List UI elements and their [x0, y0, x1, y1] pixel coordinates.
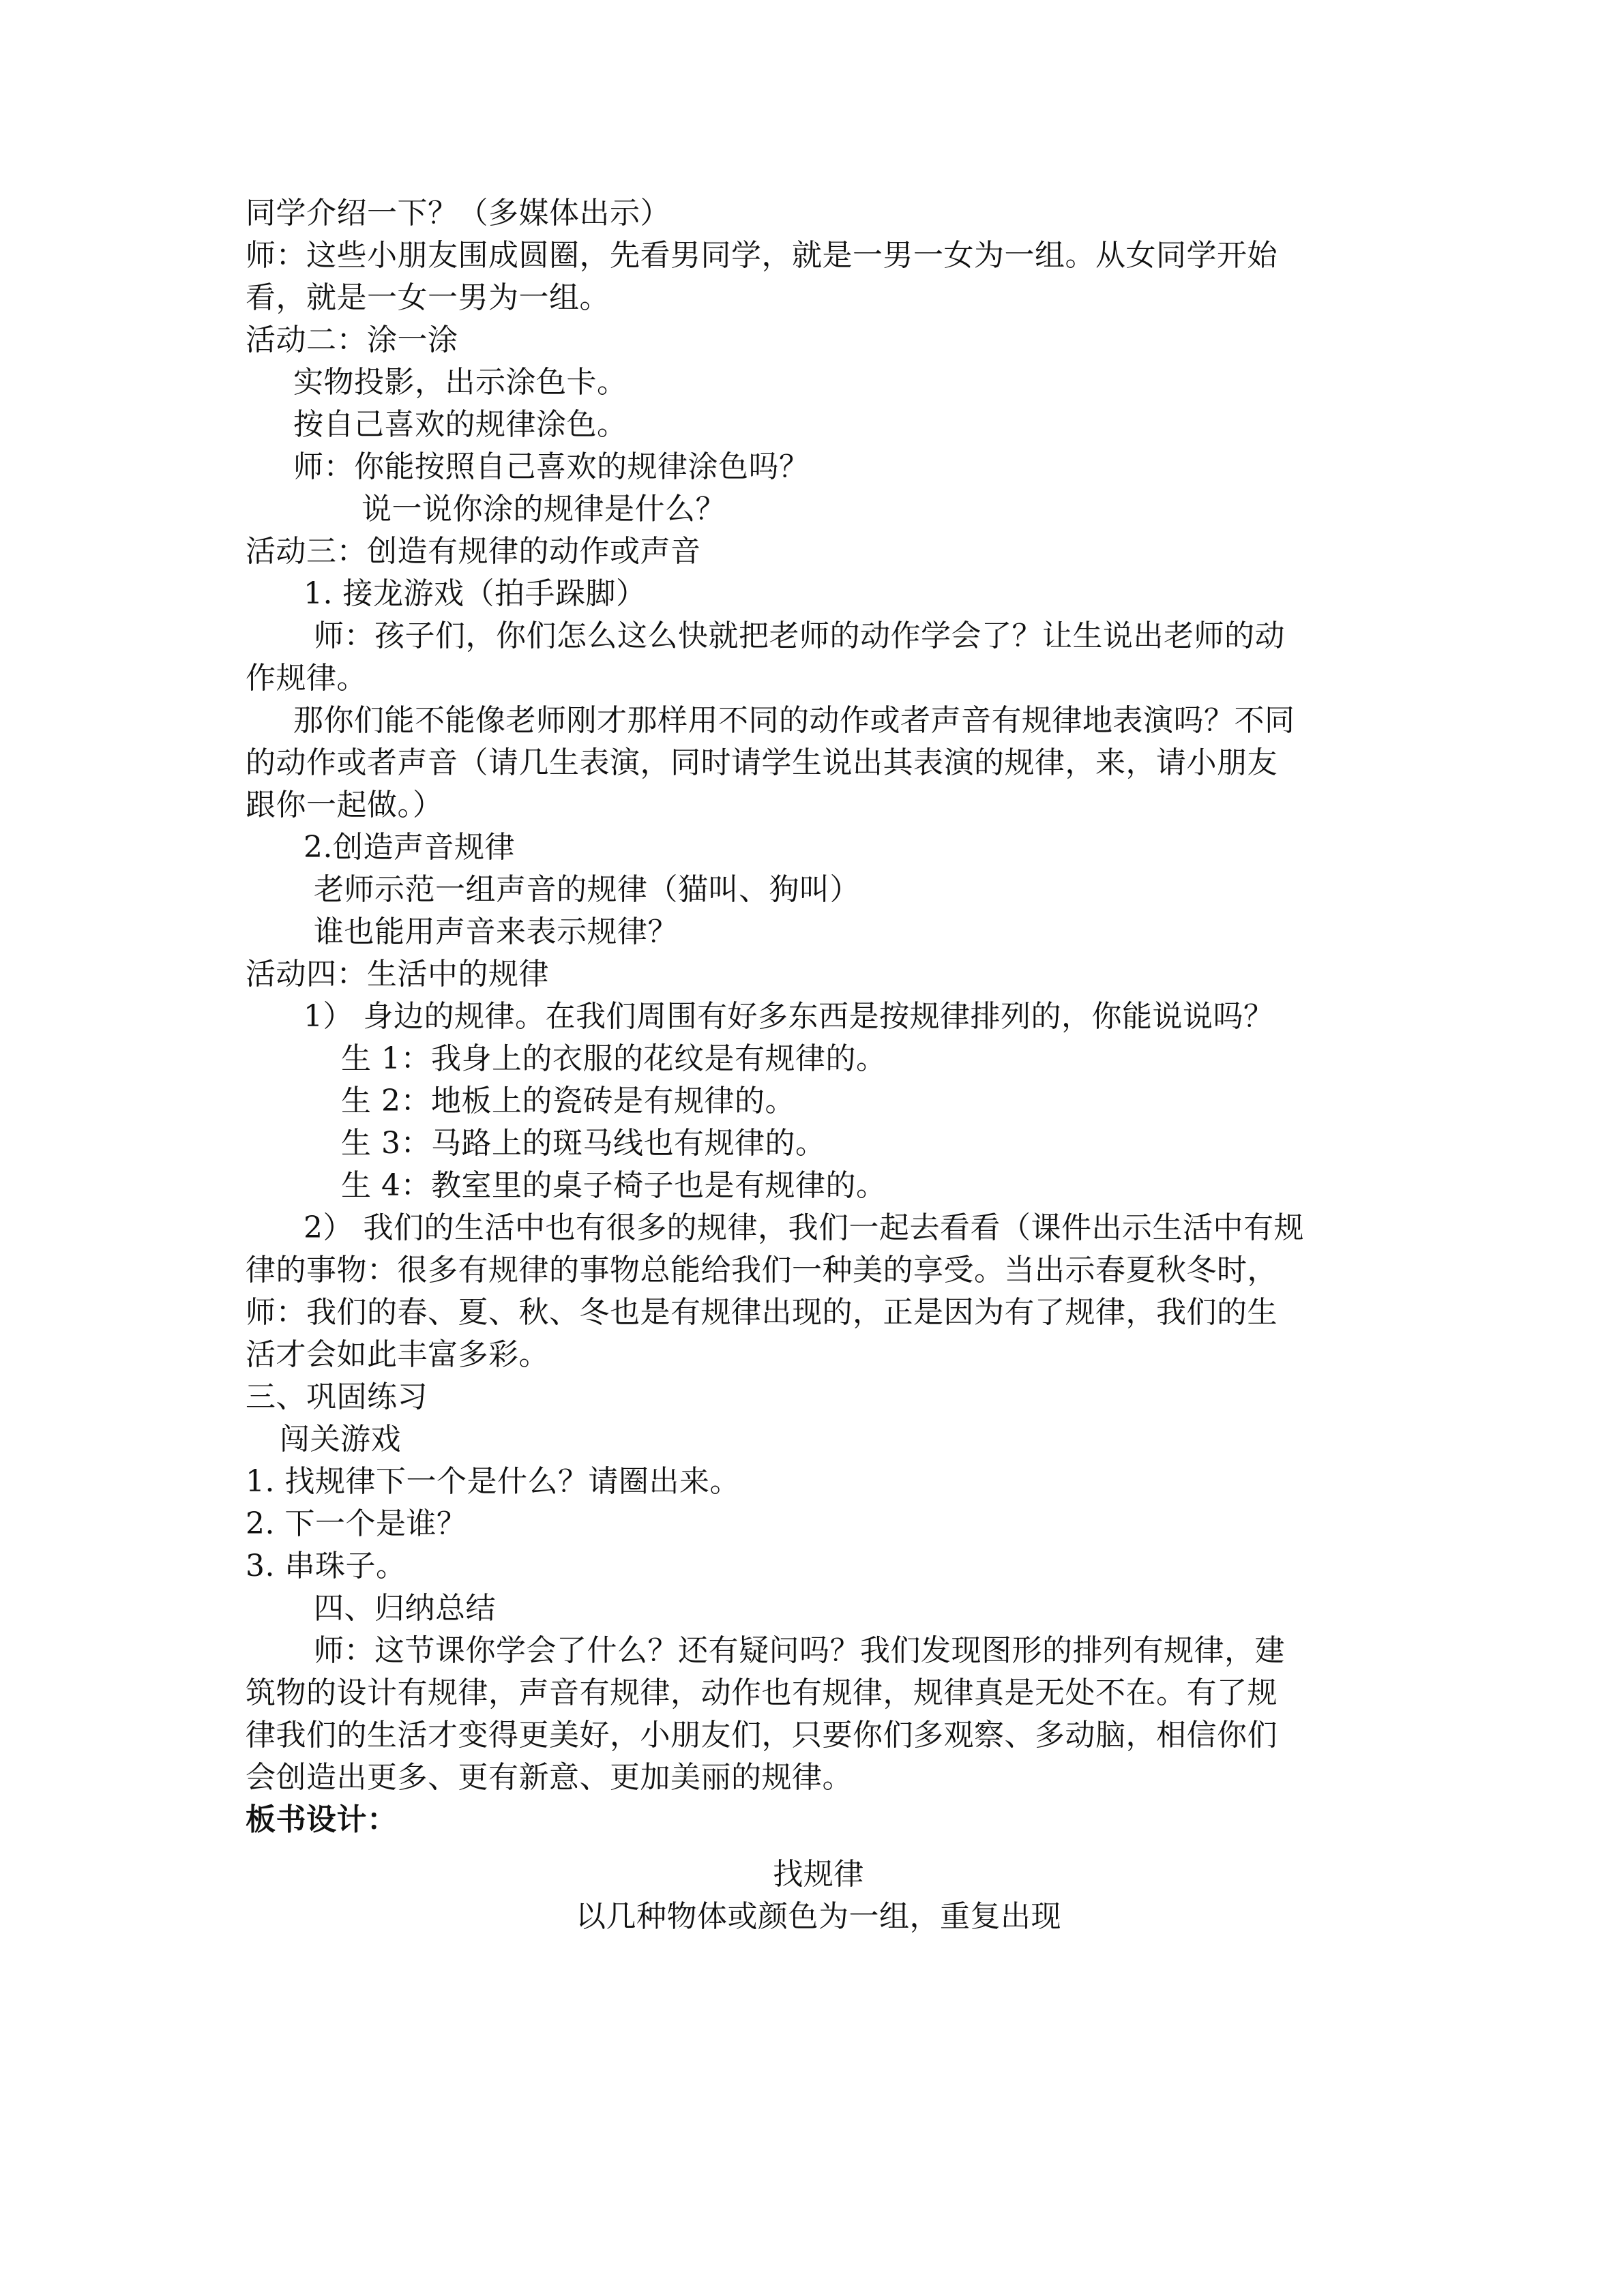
- text-line: 1） 身边的规律。在我们周围有好多东西是按规律排列的，你能说说吗？: [304, 999, 1274, 1034]
- text-line: 师：这些小朋友围成圆圈，先看男同学，就是一男一女为一组。从女同学开始: [246, 238, 1278, 273]
- text-line: 实物投影，出示涂色卡。: [293, 365, 628, 400]
- spacer: [246, 1841, 1391, 1853]
- section-heading: 活动二：涂一涂: [246, 323, 458, 357]
- text-line: 师：这节课你学会了什么？还有疑问吗？我们发现图形的排列有规律，建: [314, 1633, 1285, 1668]
- text-line: 2.创造声音规律: [304, 830, 515, 865]
- text-line: 师：孩子们，你们怎么这么快就把老师的动作学会了？让生说出老师的动: [314, 618, 1285, 653]
- section-heading: 活动三：创造有规律的动作或声音: [246, 534, 701, 569]
- section-heading: 四、归纳总结: [314, 1591, 496, 1626]
- text-line: 2） 我们的生活中也有很多的规律，我们一起去看看（课件出示生活中有规: [304, 1210, 1304, 1245]
- text-line: 筑物的设计有规律，声音有规律，动作也有规律，规律真是无处不在。有了规: [246, 1675, 1278, 1710]
- board-design-heading: 板书设计：: [246, 1802, 398, 1837]
- text-line: 师：你能按照自己喜欢的规律涂色吗？: [293, 449, 810, 484]
- text-line: 师：我们的春、夏、秋、冬也是有规律出现的，正是因为有了规律，我们的生: [246, 1295, 1278, 1330]
- list-item: 3. 串珠子。: [246, 1549, 407, 1583]
- text-line: 1. 接龙游戏（拍手跺脚）: [304, 576, 647, 611]
- text-line: 生 4：教室里的桌子椅子也是有规律的。: [341, 1168, 887, 1203]
- section-heading: 活动四：生活中的规律: [246, 957, 549, 992]
- list-item: 1. 找规律下一个是什么？请圈出来。: [246, 1464, 740, 1499]
- board-title: 找规律: [773, 1857, 864, 1892]
- text-line: 律我们的生活才变得更美好，小朋友们，只要你们多观察、多动脑，相信你们: [246, 1718, 1278, 1753]
- text-line: 律的事物：很多有规律的事物总能给我们一种美的享受。当出示春夏秋冬时，: [246, 1253, 1278, 1287]
- text-line: 的动作或者声音（请几生表演，同时请学生说出其表演的规律，来，请小朋友: [246, 745, 1278, 780]
- text-line: 生 1：我身上的衣服的花纹是有规律的。: [341, 1041, 887, 1076]
- text-line: 跟你一起做。）: [246, 788, 443, 822]
- text-line: 那你们能不能像老师刚才那样用不同的动作或者声音有规律地表演吗？不同: [293, 703, 1295, 738]
- text-line: 会创造出更多、更有新意、更加美丽的规律。: [246, 1760, 853, 1795]
- text-line: 说一说你涂的规律是什么？: [361, 492, 726, 526]
- text-line: 生 3：马路上的斑马线也有规律的。: [341, 1126, 826, 1161]
- board-subtitle: 以几种物体或颜色为一组，重复出现: [576, 1899, 1061, 1934]
- text-line: 看，就是一女一男为一组。: [246, 280, 610, 315]
- text-line: 按自己喜欢的规律涂色。: [293, 407, 628, 442]
- document-page: [246, 192, 1391, 1938]
- text-line: 谁也能用声音来表示规律？: [314, 914, 678, 949]
- text-line: 老师示范一组声音的规律（猫叫、狗叫）: [314, 872, 860, 907]
- list-item: 2. 下一个是谁？: [246, 1506, 467, 1541]
- text-line: 同学介绍一下？（多媒体出示）: [246, 196, 670, 230]
- text-line: 活才会如此丰富多彩。: [246, 1337, 549, 1372]
- text-line: 生 2：地板上的瓷砖是有规律的。: [341, 1084, 795, 1118]
- text-line: 作规律。: [246, 661, 367, 696]
- text-line: 闯关游戏: [280, 1422, 401, 1457]
- section-heading: 三、巩固练习: [246, 1380, 428, 1414]
